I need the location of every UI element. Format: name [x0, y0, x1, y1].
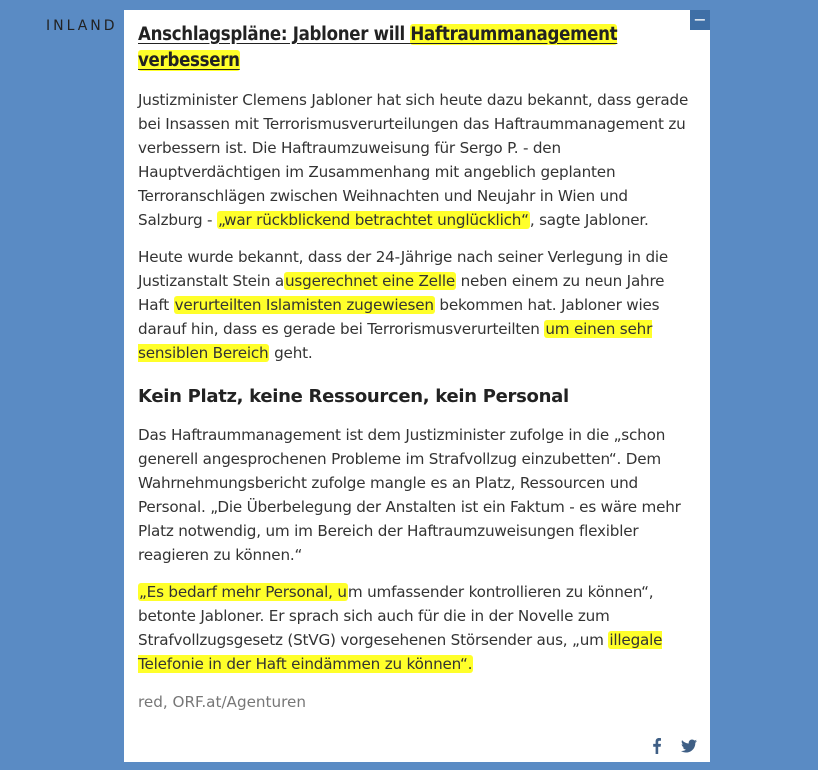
paragraph-2-highlight-2: verurteilten Islamisten zugewiesen — [174, 296, 434, 314]
share-twitter-button[interactable] — [676, 734, 702, 758]
article-title[interactable] — [138, 22, 696, 74]
paragraph-2-text-b: neben einem zu neun Jahre Haft — [138, 272, 665, 314]
facebook-icon — [649, 738, 665, 754]
title-text: Anschlagspläne: Jabloner will — [138, 24, 411, 45]
paragraph-2-highlight-1: usgerechnet eine Zelle — [285, 272, 455, 290]
paragraph-1-highlight: „war rückblickend betrachtet unglücklich“ — [217, 211, 529, 229]
article-source: red, ORF.at/Agenturen — [138, 693, 307, 711]
collapse-button[interactable]: − — [690, 10, 710, 30]
paragraph-1-text: Justizminister Clemens Jabloner hat sich heute dazu bekannt, dass gerade bei Insassen mit Terrorismusverurteilungen das Haftraummanagement zu verbessern ist. Die Haftraumzuweisung für Sergo P. - den Hauptverdächtigen im Zusammenhang mit angeblich geplanten Terroranschlägen zwischen Weihnachten und Neujahr in Wien und Salzburg - — [138, 91, 689, 229]
section-label: INLAND — [46, 18, 118, 34]
title-highlight-1: Haftraummanagement — [410, 24, 618, 45]
article-content — [138, 22, 696, 714]
paragraph-2-highlight-3: um einen sehr sensiblen Bereich — [138, 320, 653, 362]
share-bar — [644, 734, 702, 758]
paragraph-2 — [138, 245, 696, 365]
title-highlight-2: verbessern — [138, 50, 240, 71]
paragraph-2-text-c: bekommen hat. Jabloner wies darauf hin, dass es gerade bei Terrorismusverurteilten — [138, 296, 660, 338]
article-card — [124, 10, 710, 762]
paragraph-1-text-end: , sagte Jabloner. — [529, 211, 649, 229]
paragraph-4 — [138, 580, 696, 676]
share-facebook-button[interactable] — [644, 734, 670, 758]
paragraph-4-text: m umfassender kontrollieren zu können“, betonte Jabloner. Er sprach sich auch für die in der Novelle zum Strafvollzugsgesetz (StVG) vorgesehenen Störsender aus, „um — [138, 583, 654, 649]
paragraph-2-text-a: Heute wurde bekannt, dass der 24-Jährige nach seiner Verlegung in die Justizanstalt Stein a — [138, 248, 669, 290]
paragraph-4-highlight-2: illegale Telefonie in der Haft eindämmen zu können“. — [138, 631, 663, 673]
paragraph-4-highlight-1: „Es bedarf mehr Personal, u — [139, 583, 347, 601]
paragraph-1 — [138, 88, 696, 232]
twitter-icon — [681, 738, 697, 754]
subheading: Kein Platz, keine Ressourcen, kein Personal — [138, 386, 569, 407]
paragraph-2-text-d: geht. — [269, 344, 313, 362]
paragraph-3: Das Haftraummanagement ist dem Justizminister zufolge in die „schon generell angesprochenen Probleme im Strafvollzug einzubetten“. Dem Wahrnehmungsbericht zufolge mangle es an Platz, Ressourcen und Personal. „Die Überbelegung der Anstalten ist ein Faktum - es wäre mehr Platz notwendig, um im Bereich der Haftraumzuweisungen flexibler reagieren zu können.“ — [138, 426, 681, 564]
